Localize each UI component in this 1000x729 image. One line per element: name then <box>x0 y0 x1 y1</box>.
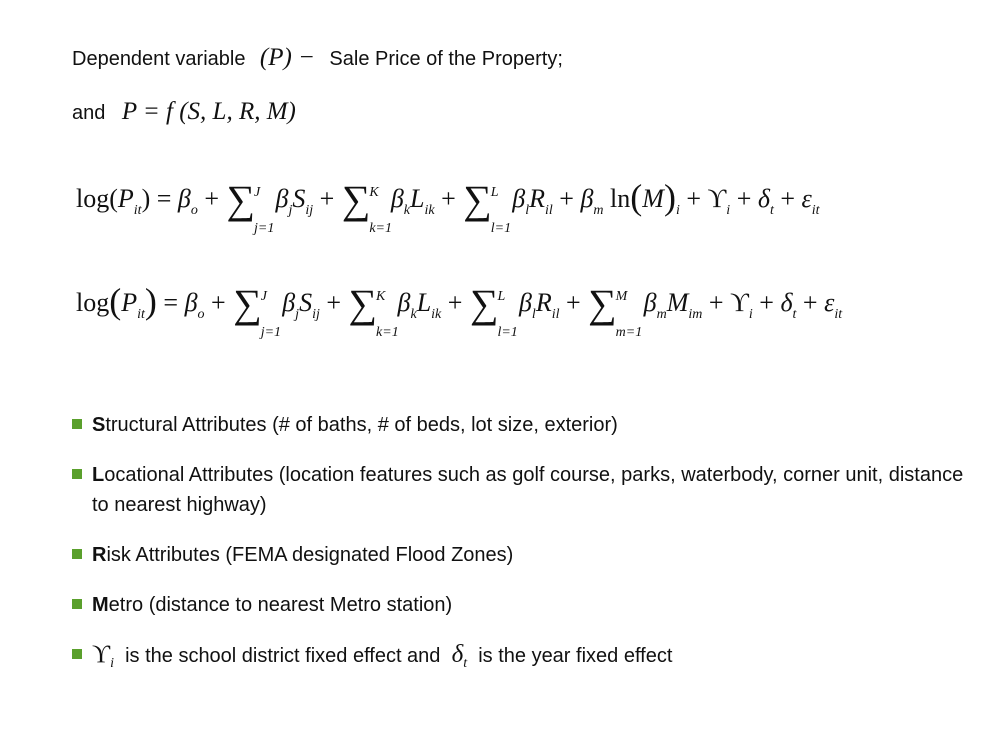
dependent-variable-line <box>72 44 563 72</box>
bullet-text: isk Attributes (FEMA designated Flood Zones) <box>106 544 514 566</box>
fixed-effect-text-2: is the year fixed effect <box>478 645 673 667</box>
gamma-symbol: ϒ <box>92 641 111 668</box>
list-item-metro <box>72 590 982 620</box>
equation-2: $\log(P_{it}) = \beta_o$ + ∑ J j=1 $\beta_jS_{ij}$ + ∑ K k=1 $\beta_kL_{ik}$ + ∑ L l=1 $\beta_lR_{il}$ + ∑ M m=1 $\beta_mM_{im} + ϒ_i + \delta_t + \varepsilon_{it}$ <box>76 281 843 340</box>
bullet-square-icon <box>72 549 82 559</box>
bullet-initial: S <box>92 414 106 436</box>
bullet-text: etro (distance to nearest Metro station) <box>108 594 453 616</box>
and-label: and <box>72 102 106 124</box>
list-item-locational <box>72 460 982 520</box>
bullet-square-icon <box>72 469 82 479</box>
bullet-square-icon <box>72 649 82 659</box>
delta-symbol: δ <box>451 641 464 668</box>
bullet-text: tructural Attributes (# of baths, # of beds, lot size, exterior) <box>105 414 618 436</box>
bullet-initial: R <box>92 544 107 566</box>
list-item-risk <box>72 540 982 570</box>
list-item-fixed-effects <box>72 640 982 679</box>
price-function: P = f (S, L, R, M) <box>121 98 296 125</box>
bullet-square-icon <box>72 419 82 429</box>
price-symbol: (P) − <box>259 44 315 71</box>
delta-subscript: t <box>463 656 468 671</box>
dependent-variable-description: Sale Price of the Property; <box>329 48 563 70</box>
bullet-text: ocational Attributes (location features such as golf course, parks, waterbody, corner unit, distance to nearest highway) <box>92 464 964 516</box>
bullet-initial: L <box>92 464 105 486</box>
fixed-effect-text-1: is the school district fixed effect and <box>125 645 441 667</box>
bullet-initial: M <box>92 594 109 616</box>
function-line <box>72 98 296 126</box>
dependent-variable-label: Dependent variable <box>72 48 246 70</box>
attribute-list <box>72 410 982 699</box>
gamma-subscript: i <box>110 656 114 671</box>
bullet-square-icon <box>72 599 82 609</box>
list-item-structural <box>72 410 982 440</box>
equation-1: $\log(P_{it}) = \beta_o$ + ∑ J j=1 $\beta_jS_{ij}$ + ∑ K k=1 $\beta_kL_{ik}$ + ∑ L l=1 $\beta_lR_{il} + \beta_m$ $\ln(M)_i + ϒ_i + \delta_t + \varepsilon_{it}$ <box>76 177 820 236</box>
